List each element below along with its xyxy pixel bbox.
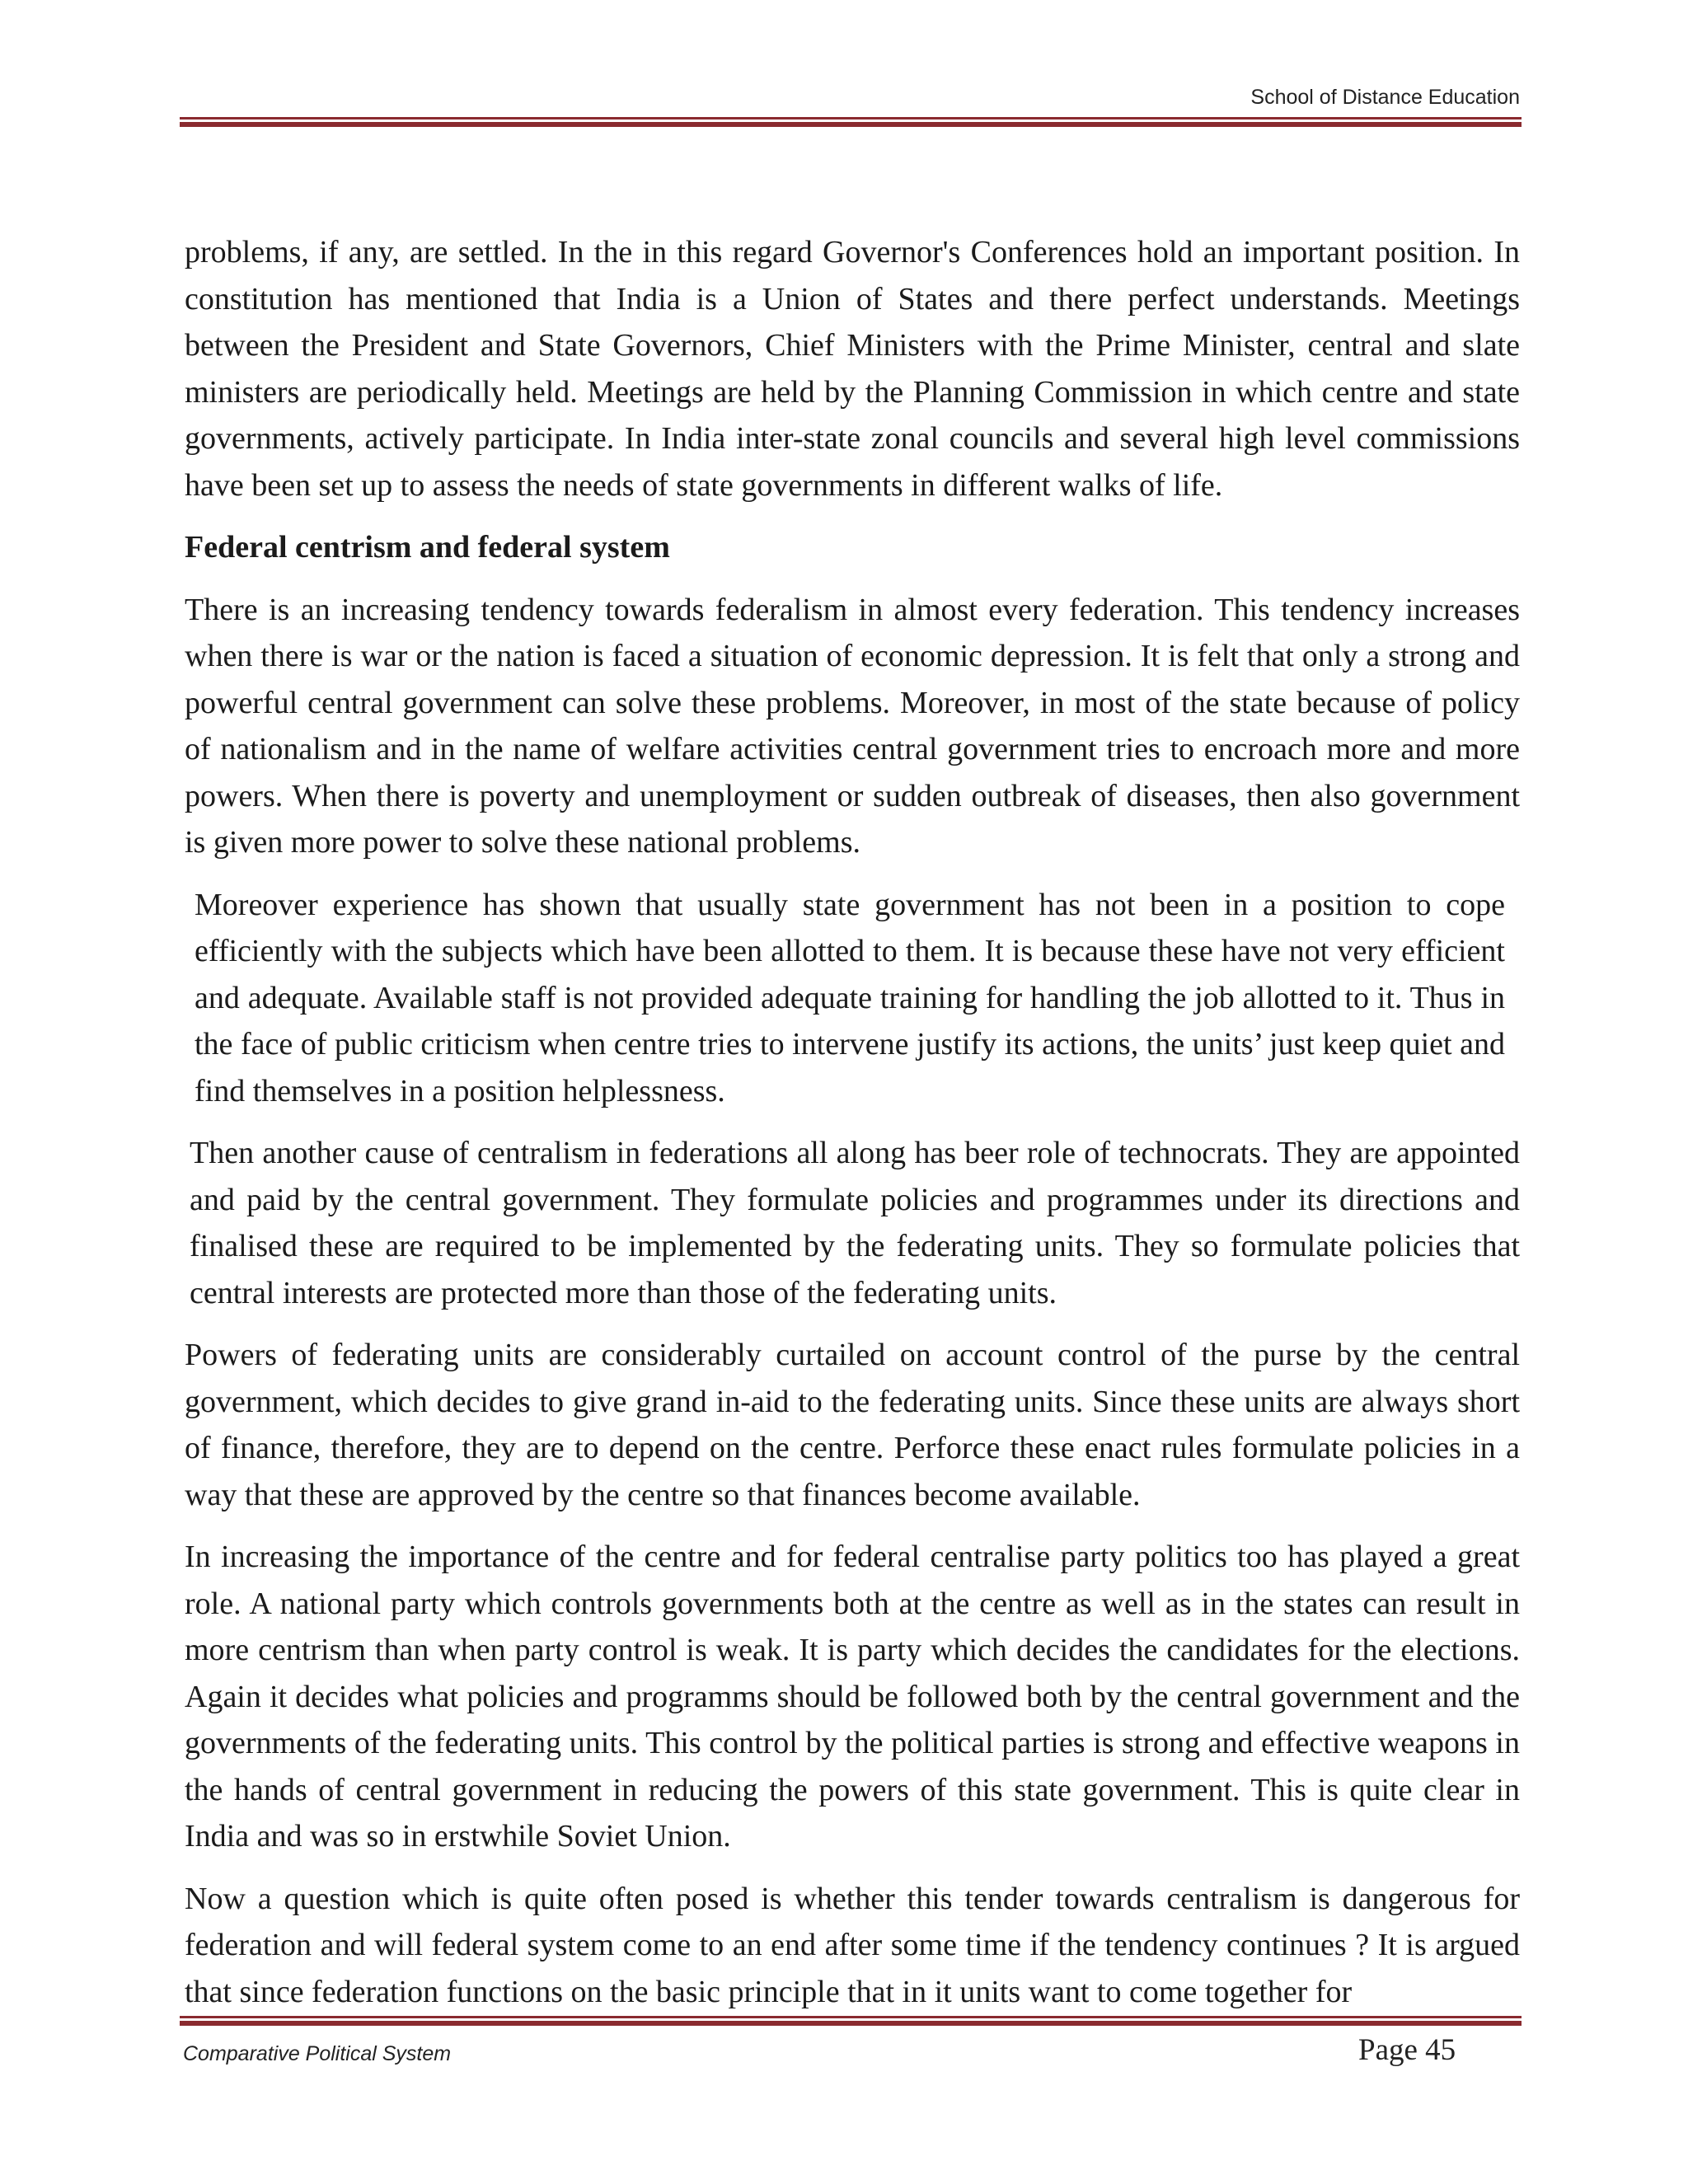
paragraph-4: Then another cause of centralism in federations all along has beer role of technocrats. They are appointed and paid by the central government. They formulate policies and programmes under its directions and finalised these are required to be implemented by the federating units. They so formulate policies that central interests are protected more than those of the federating units.	[190, 1136, 1520, 1310]
paragraph-3: Moreover experience has shown that usually state government has not been in a position to cope efficiently with the subjects which have been allotted to them. It is because these have not very efficient and adequate. Available staff is not provided adequate training for handling the job allotted to it. Thus in the face of public criticism when centre tries to intervene justify its actions, the units’ just keep quiet and find themselves in a position helplessness.	[195, 887, 1505, 1108]
paragraph-5: Powers of federating units are considerably curtailed on account control of the purse by the central government, which decides to give grand in-aid to the federating units. Since these units are always short of finance, therefore, they are to depend on the centre. Perforce these enact rules formulate policies in a way that these are approved by the centre so that finances become available.	[185, 1338, 1520, 1512]
page-number: Page 45	[1358, 2033, 1456, 2067]
header-institution: School of Distance Education	[1250, 86, 1520, 109]
header-rule	[180, 117, 1522, 127]
footer-course-title: Comparative Political System	[183, 2042, 452, 2065]
paragraph-2: There is an increasing tendency towards federalism in almost every federation. This tendency increases when there is war or the nation is faced a situation of economic depression. It is felt that only a strong and powerful central government can solve these problems. Moreover, in most of the state because of policy of nationalism and in the name of welfare activities central government tries to encroach more and more powers. When there is poverty and unemployment or sudden outbreak of diseases, then also government is given more power to solve these national problems.	[185, 592, 1520, 860]
section-heading: Federal centrism and federal system	[185, 530, 670, 565]
footer-rule	[180, 2016, 1522, 2026]
paragraph-6: In increasing the importance of the centre and for federal centralise party politics too has played a great role. A national party which controls governments both at the centre as well as in the states can result in more centrism than when party control is weak. It is party which decides the candidates for the elections. Again it decides what policies and programms should be followed both by the central government and the governments of the federating units. This control by the political parties is strong and effective weapons in the hands of central government in reducing the powers of this state government. This is quite clear in India and was so in erstwhile Soviet Union.	[185, 1540, 1520, 1854]
body-text	[185, 229, 1520, 2031]
paragraph-1: problems, if any, are settled. In the in this regard Governor's Conferences hold an important position. In constitution has mentioned that India is a Union of States and there perfect understands. Meetings between the President and State Governors, Chief Ministers with the Prime Minister, central and slate ministers are periodically held. Meetings are held by the Planning Commission in which centre and state governments, actively participate. In India inter-state zonal councils and several high level commissions have been set up to assess the needs of state governments in different walks of life.	[185, 235, 1520, 503]
paragraph-7: Now a question which is quite often posed is whether this tender towards centralism is dangerous for federation and will federal system come to an end after some time if the tendency continues ? It is argued that since federation functions on the basic principle that in it units want to come together for	[185, 1881, 1520, 2009]
